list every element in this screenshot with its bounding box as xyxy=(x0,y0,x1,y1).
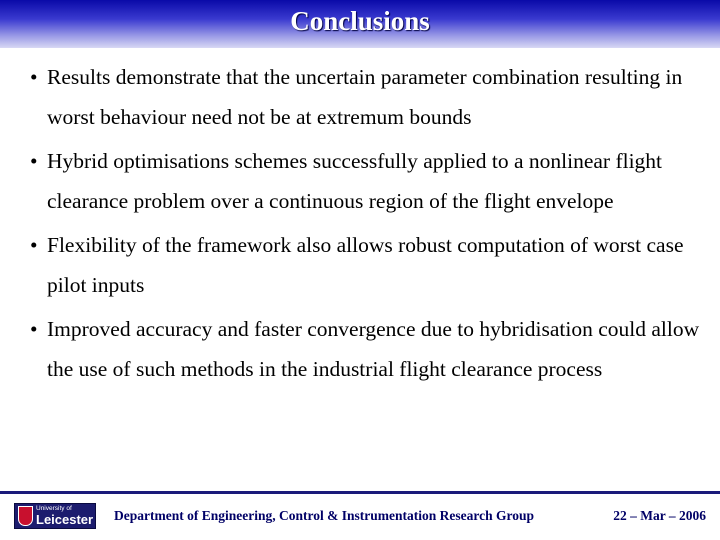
bullet-item: • Improved accuracy and faster convergence due to hybridisation could allow the use of such methods in the industrial flight clearance process xyxy=(30,309,702,389)
logo-line-2: Leicester xyxy=(36,511,94,527)
university-logo xyxy=(14,503,96,529)
footer-department: Department of Engineering, Control & Instrumentation Research Group xyxy=(114,508,534,523)
bullet-item: • Results demonstrate that the uncertain parameter combination resulting in worst behaviour need not be at extremum bounds xyxy=(30,57,702,137)
bullet-item: • Flexibility of the framework also allows robust computation of worst case pilot inputs xyxy=(30,225,702,305)
bullet-list xyxy=(30,57,702,393)
university-shield-icon xyxy=(18,506,33,526)
bullet-item: • Hybrid optimisations schemes successfully applied to a nonlinear flight clearance problem over a continuous region of the flight envelope xyxy=(30,141,702,221)
logo-text xyxy=(36,506,93,526)
footer-date: 22 – Mar – 2006 xyxy=(613,508,706,523)
logo-line-1: University of xyxy=(36,505,72,513)
footer-divider xyxy=(0,491,720,494)
slide-title: Conclusions xyxy=(290,6,430,36)
